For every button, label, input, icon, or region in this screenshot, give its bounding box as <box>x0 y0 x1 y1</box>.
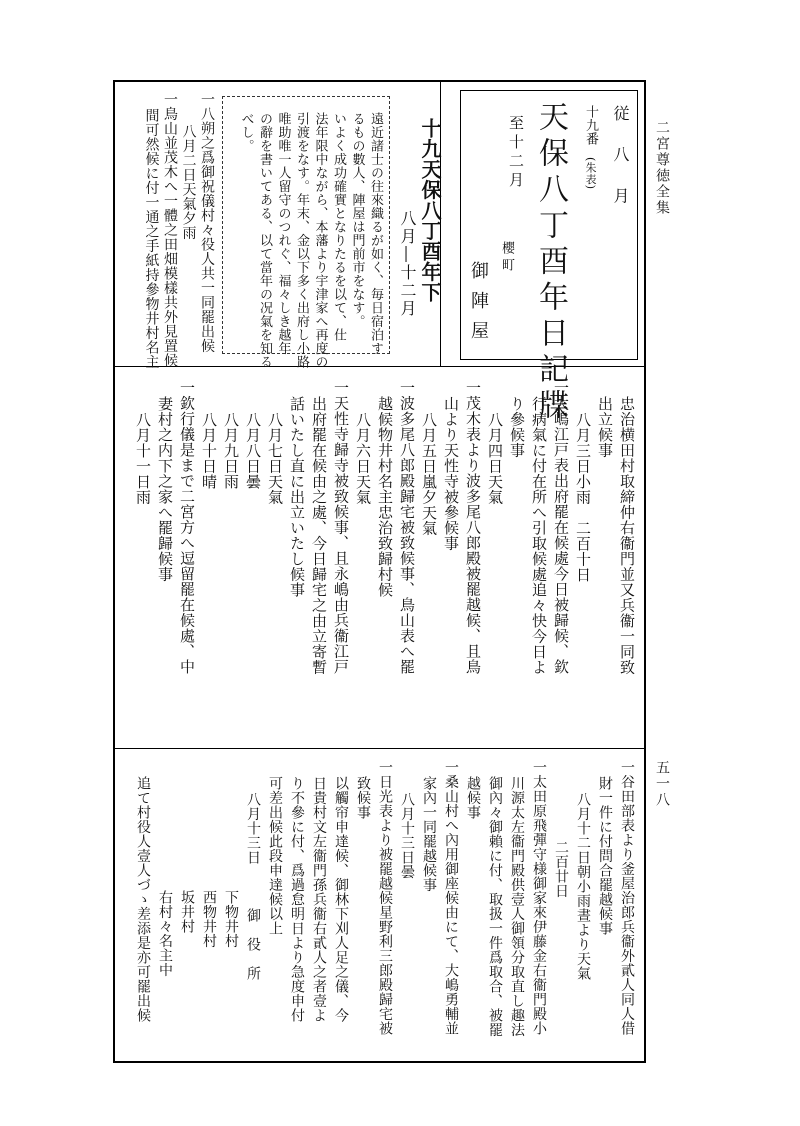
text-column: 引渡をなす。年末、金以下多く出府し小路 <box>294 112 309 369</box>
journal-place: 櫻町 <box>499 241 514 275</box>
journal-title-box <box>460 90 638 425</box>
text-column: 八月九日雨 <box>222 412 240 490</box>
text-column: 一日光表より被罷越候星野利三郎殿歸宅被 <box>377 760 393 1036</box>
text-column: 法年限中ながら、本藩より宇津家へ再度の <box>312 112 328 369</box>
text-column: 日貴村文左衞門孫兵衞右貳人之者壹よ <box>311 776 327 1023</box>
journal-year-note: (朱表) <box>584 157 597 190</box>
text-column: 出立候事 <box>596 396 614 458</box>
text-column: 以觸帘申達候、御林下刈人足之儀、今 <box>333 776 349 1023</box>
text-column: 下物井村 <box>223 890 239 948</box>
text-column: 財一件に付問合罷越候事 <box>597 776 613 936</box>
section-months-heading: 八月―十二月 <box>398 210 417 318</box>
text-column: 妻村之内下之家へ罷歸候事 <box>156 396 174 582</box>
text-column: 可差出候此段申達候以上 <box>267 776 283 936</box>
journal-title: 天保八丁酉年日記牒 <box>533 101 568 425</box>
text-column: 西物井村 <box>201 890 217 948</box>
text-column: 八月三日小雨 二百十日 <box>574 412 592 583</box>
text-column: 唯助唯一人留守のつれぐ、福々しき越年 <box>275 112 291 355</box>
text-column: 山より天性寺被參候事 <box>442 396 460 551</box>
text-column: 御內々御賴に付、取扱一件爲取合、被罷 <box>487 776 503 1037</box>
text-column: 八月十日晴 <box>200 412 218 490</box>
journal-to: 至十二月 <box>507 115 525 191</box>
text-column: り參候事 <box>508 396 526 458</box>
text-column: 八月十三日曇 <box>399 792 415 879</box>
text-column: 八月十三日 御 役 所 <box>245 792 261 981</box>
text-column: 忠治横田村取締仲右衞門並又兵衞一同致 <box>618 396 636 675</box>
text-column: 右村々名主中 <box>157 890 173 977</box>
text-column: 八月十一日雨 <box>134 412 152 505</box>
text-column: 一太田原飛彈守様御家來伊藤金右衞門殿小 <box>531 760 547 1036</box>
text-column: 八月六日天氣 <box>354 412 372 505</box>
text-column: 一大嶋江戸表出府罷在候處今日被歸候、欽 <box>552 380 570 675</box>
journal-from: 従 八 月 <box>611 105 630 214</box>
book-title: 二宮尊徳全集 <box>654 120 670 216</box>
text-column: 一欽行儀是まで二宮方へ逗留罷在候處、中 <box>178 380 196 675</box>
text-column: 越候物井村名主忠治致歸村候 <box>376 396 394 598</box>
text-column: 越候事 <box>465 776 481 820</box>
text-column: いよく成功確實となりたるを以て、仕 <box>331 112 346 342</box>
text-column: 八月二日天氣夕雨 <box>180 124 197 240</box>
text-column: 坂井村 <box>179 890 195 934</box>
text-column: るもの數人、陣屋は門前市をなす。 <box>349 112 365 328</box>
text-column: 八月八日曇 <box>244 412 262 490</box>
text-column: 家內一同罷越候事 <box>421 776 437 892</box>
text-column: 八月十二日朝小雨晝より天氣 <box>575 792 591 981</box>
text-column: 致候事 <box>355 776 371 820</box>
text-column: 一鳥山並茂木へ一體之田畑模樣共外見置候 <box>162 92 178 368</box>
text-column: 八月四日天氣 <box>486 412 504 505</box>
text-column: 八月七日天氣 <box>266 412 284 505</box>
text-column: 一波多尾八郎殿歸宅被致候事、鳥山表へ罷 <box>398 380 416 675</box>
text-column: 一八朔之爲御祝儀村々役人共一同罷出候 <box>199 92 215 353</box>
section-year-heading: 十九天保八丁酉年下 <box>418 118 442 303</box>
text-column: 話いたし直に出立いたし候事 <box>288 396 306 598</box>
journal-office: 御陣屋 <box>468 261 489 351</box>
page-number: 五一八 <box>654 760 670 808</box>
journal-year-prefix: 十九番 <box>583 105 598 146</box>
text-column: 川源太左衞門殿供壹人御領分取直し趣法 <box>509 776 525 1037</box>
text-column: 行病氣に付在所へ引取候處追々快今日よ <box>530 396 548 675</box>
text-column: 八月五日嵐夕天氣 <box>420 412 438 536</box>
lower-divider <box>113 748 646 749</box>
text-column: べし。 <box>238 112 254 153</box>
text-column: 一茂木表より波多尾八郎殿被罷越候、且鳥 <box>464 380 482 675</box>
text-column: 遠近諸士の往來織るが如く、毎日宿泊す <box>368 112 383 355</box>
text-column: 出府罷在候由之處、今日歸宅之由立寄暫 <box>310 396 328 675</box>
text-column: 一天性寺歸寺被致候事、且永嶋由兵衞江戸 <box>332 380 350 675</box>
text-column: り不參に付、爲過怠明日より急度申付 <box>289 776 305 1023</box>
text-column: 間可然候に付一通之手紙持參物井村名主 <box>143 108 160 369</box>
text-column: 一谷田部表より釜屋治郎兵衞外貳人同人借 <box>619 760 635 1036</box>
text-column: の辭を書いてある、以て當年の况氣を知る <box>257 112 272 369</box>
text-column: 追て村役人壹人づゝ差添是亦可罷出候 <box>135 776 151 1023</box>
text-column: 一桑山村へ內用御座候由にて、大嶋勇輔並 <box>443 760 459 1036</box>
text-column: 二百廿日 <box>553 840 569 898</box>
